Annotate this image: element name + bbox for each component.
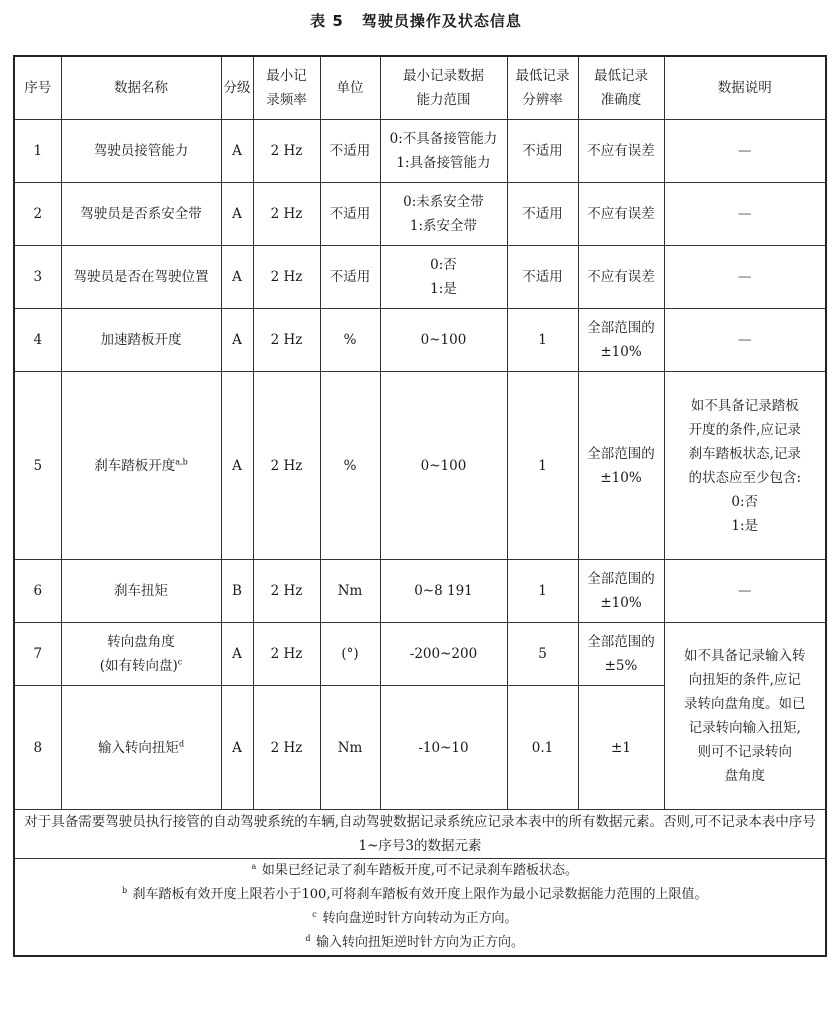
note-row [14, 810, 826, 859]
cell-description: — [664, 120, 826, 183]
cell-resolution: 不适用 [507, 120, 578, 183]
cell-accuracy: 全部范围的 ±5% [578, 623, 664, 686]
cell-seq: 5 [14, 372, 61, 560]
table-row [14, 309, 826, 372]
cell-name: 刹车扭矩 [61, 560, 221, 623]
cell-resolution: 不适用 [507, 246, 578, 309]
footnote: b 刹车踏板有效开度上限若小于100,可将刹车踏板有效开度上限作为最小记录数据能力范围的上限值。 [121, 885, 708, 902]
header-row [14, 56, 826, 120]
cell-description: — [664, 560, 826, 623]
cell-resolution: 5 [507, 623, 578, 686]
cell-seq: 6 [14, 560, 61, 623]
cell-accuracy: 不应有误差 [578, 183, 664, 246]
table-row [14, 372, 826, 560]
table-note: 对于具备需要驾驶员执行接管的自动驾驶系统的车辆,自动驾驶数据记录系统应记录本表中的所有数据元素。否则,可不记录本表中序号1~序号3的数据元素 [14, 810, 826, 859]
table-title [0, 10, 832, 31]
cell-freq: 2 Hz [253, 686, 320, 810]
header-description: 数据说明 [664, 56, 826, 120]
footnote-ref: c [177, 657, 183, 667]
cell-resolution: 1 [507, 560, 578, 623]
cell-seq: 2 [14, 183, 61, 246]
cell-range: 0~100 [380, 372, 507, 560]
cell-unit: % [320, 309, 380, 372]
cell-freq: 2 Hz [253, 372, 320, 560]
cell-unit: Nm [320, 560, 380, 623]
cell-accuracy: 不应有误差 [578, 246, 664, 309]
header-unit: 单位 [320, 56, 380, 120]
footnote: c 转向盘逆时针方向转动为正方向。 [312, 909, 518, 926]
cell-unit: (°) [320, 623, 380, 686]
cell-freq: 2 Hz [253, 623, 320, 686]
footnote-ref: d [178, 739, 185, 748]
cell-resolution: 不适用 [507, 183, 578, 246]
cell-grade: A [221, 309, 253, 372]
cell-range: 0~100 [380, 309, 507, 372]
cell-name: 驾驶员是否在驾驶位置 [61, 246, 221, 309]
cell-unit: 不适用 [320, 246, 380, 309]
cell-accuracy: 全部范围的 ±10% [578, 309, 664, 372]
cell-range: 0:否 1:是 [380, 246, 507, 309]
header-resolution: 最低记录 分辨率 [507, 56, 578, 120]
header-name: 数据名称 [61, 56, 221, 120]
cell-description: — [664, 183, 826, 246]
cell-seq: 3 [14, 246, 61, 309]
header-grade: 分级 [221, 56, 253, 120]
footnote-ref: a,b [175, 457, 188, 466]
cell-name: 驾驶员接管能力 [61, 120, 221, 183]
table-number: 表 5 [310, 12, 344, 30]
header-seq: 序号 [14, 56, 61, 120]
cell-freq: 2 Hz [253, 183, 320, 246]
footnotes [14, 859, 826, 957]
header-freq: 最小记 录频率 [253, 56, 320, 120]
cell-grade: B [221, 560, 253, 623]
cell-accuracy: ±1 [578, 686, 664, 810]
table-row [14, 120, 826, 183]
table-row [14, 623, 826, 686]
cell-seq: 8 [14, 686, 61, 810]
cell-name: 加速踏板开度 [61, 309, 221, 372]
cell-accuracy: 全部范围的 ±10% [578, 560, 664, 623]
table-row [14, 246, 826, 309]
cell-unit: % [320, 372, 380, 560]
cell-grade: A [221, 623, 253, 686]
cell-accuracy: 不应有误差 [578, 120, 664, 183]
cell-grade: A [221, 183, 253, 246]
cell-seq: 7 [14, 623, 61, 686]
table-row [14, 183, 826, 246]
table-row [14, 560, 826, 623]
footnote: a 如果已经记录了刹车踏板开度,可不记录刹车踏板状态。 [251, 861, 579, 878]
cell-description-merged: 如不具备记录输入转 向扭矩的条件,应记 录转向盘角度。如已 记录转向输入扭矩, 则可不记录转向 盘角度 [664, 623, 826, 810]
header-range: 最小记录数据 能力范围 [380, 56, 507, 120]
footnotes-row [14, 859, 826, 957]
cell-range: -10~10 [380, 686, 507, 810]
cell-resolution: 0.1 [507, 686, 578, 810]
cell-resolution: 1 [507, 309, 578, 372]
cell-name: 输入转向扭矩$^d$ [61, 686, 221, 810]
cell-grade: A [221, 120, 253, 183]
cell-grade: A [221, 686, 253, 810]
cell-name: 驾驶员是否系安全带 [61, 183, 221, 246]
cell-resolution: 1 [507, 372, 578, 560]
cell-freq: 2 Hz [253, 560, 320, 623]
cell-unit: Nm [320, 686, 380, 810]
cell-unit: 不适用 [320, 183, 380, 246]
cell-freq: 2 Hz [253, 309, 320, 372]
table-title-text: 驾驶员操作及状态信息 [361, 12, 522, 30]
cell-range: -200~200 [380, 623, 507, 686]
cell-freq: 2 Hz [253, 120, 320, 183]
cell-description: — [664, 309, 826, 372]
footnote: d 输入转向扭矩逆时针方向为正方向。 [305, 933, 524, 950]
cell-seq: 1 [14, 120, 61, 183]
cell-accuracy: 全部范围的 ±10% [578, 372, 664, 560]
cell-description: — [664, 246, 826, 309]
cell-seq: 4 [14, 309, 61, 372]
cell-range: 0~8 191 [380, 560, 507, 623]
cell-range: 0:未系安全带 1:系安全带 [380, 183, 507, 246]
cell-name: 刹车踏板开度$^{a,b}$ [61, 372, 221, 560]
cell-description: 如不具备记录踏板 开度的条件,应记录 刹车踏板状态,记录 的状态应至少包含: 0:否 1:是 [664, 372, 826, 560]
header-accuracy: 最低记录 准确度 [578, 56, 664, 120]
cell-grade: A [221, 246, 253, 309]
cell-freq: 2 Hz [253, 246, 320, 309]
driver-operation-table [13, 55, 827, 957]
cell-grade: A [221, 372, 253, 560]
cell-unit: 不适用 [320, 120, 380, 183]
cell-name: 转向盘角度 (如有转向盘)$^c$ [61, 623, 221, 686]
cell-range: 0:不具备接管能力 1:具备接管能力 [380, 120, 507, 183]
